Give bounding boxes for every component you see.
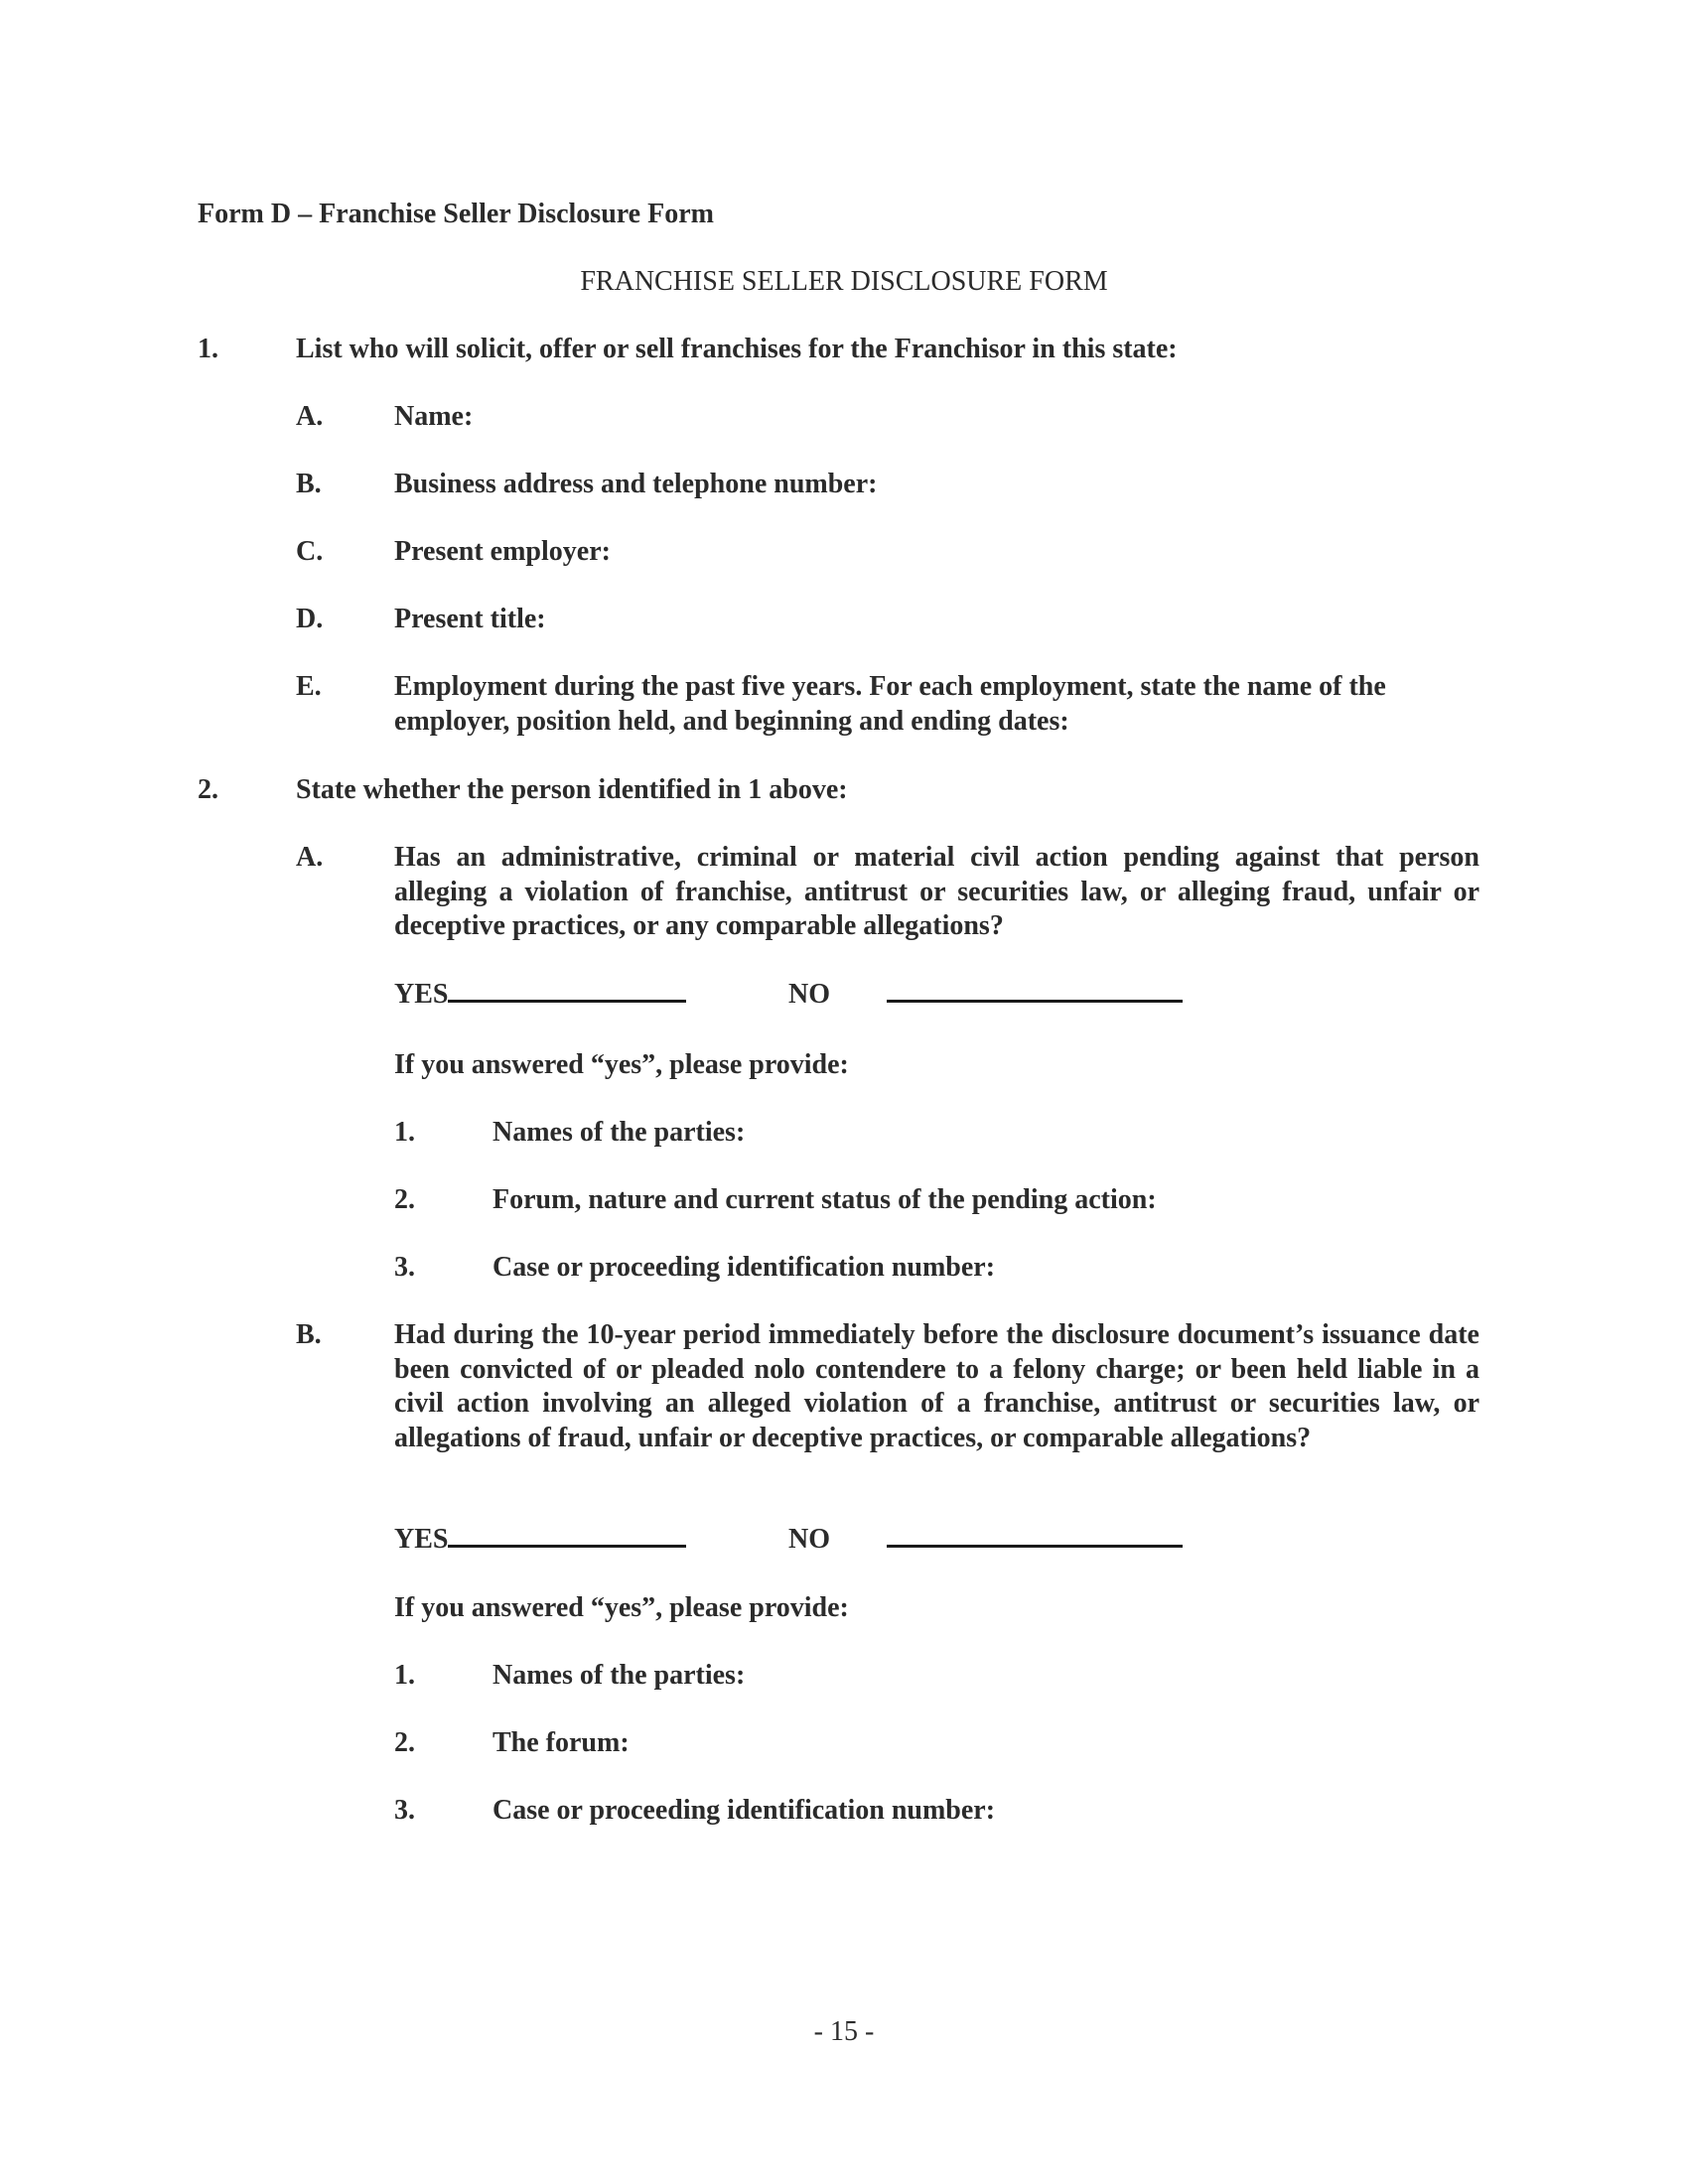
item-2b-no-label: NO xyxy=(788,1524,830,1555)
item-2b-sub1-text: Names of the parties: xyxy=(492,1660,746,1691)
item-1a-text: Name: xyxy=(394,401,474,432)
item-2a-no-blank[interactable] xyxy=(887,978,1183,1003)
item-2a-no-group xyxy=(788,978,830,1013)
page-number: - 15 - xyxy=(813,2016,875,2047)
section-1-text: List who will solicit, offer or sell franchises for the Franchisor in this state: xyxy=(296,334,1178,364)
item-2a-sub2-text: Forum, nature and current status of the pending action: xyxy=(492,1184,1157,1215)
item-2a-no-label: NO xyxy=(788,979,830,1010)
section-2-text: State whether the person identified in 1 above: xyxy=(296,774,848,805)
item-2b-sub1-number: 1. xyxy=(394,1660,415,1691)
item-2b-yes-blank[interactable] xyxy=(448,1523,686,1548)
item-2b-no-line xyxy=(887,1523,1183,1558)
item-2a-letter: A. xyxy=(296,842,324,873)
item-1e-letter: E. xyxy=(296,671,322,702)
item-2b-sub2-text: The forum: xyxy=(492,1727,630,1758)
item-1c-text: Present employer: xyxy=(394,536,611,567)
item-2a-no-line xyxy=(887,978,1183,1013)
item-1b-letter: B. xyxy=(296,469,322,499)
item-2a-sub1-number: 1. xyxy=(394,1117,415,1148)
item-2b-sub3-number: 3. xyxy=(394,1795,415,1826)
item-2a-sub1-text: Names of the parties: xyxy=(492,1117,746,1148)
item-1a-letter: A. xyxy=(296,401,324,432)
item-1d-letter: D. xyxy=(296,604,324,634)
item-2b-no-group xyxy=(788,1523,830,1558)
item-2a-sub3-number: 3. xyxy=(394,1252,415,1283)
item-2a-sub3-text: Case or proceeding identification number: xyxy=(492,1252,996,1283)
form-title: FRANCHISE SELLER DISCLOSURE FORM xyxy=(580,266,1108,297)
item-2b-letter: B. xyxy=(296,1319,322,1350)
section-2-number: 2. xyxy=(198,774,218,805)
item-1c-letter: C. xyxy=(296,536,324,567)
item-2a-text: Has an administrative, criminal or material civil action pending against that person alleging a violation of franchise, antitrust or securities law, or alleging fraud, unfair or deceptive practices, or any comparable allegations? xyxy=(394,842,1479,941)
item-2b-sub3-text: Case or proceeding identification number: xyxy=(492,1795,996,1826)
item-2a-yes-blank[interactable] xyxy=(448,978,686,1003)
item-2b-text: Had during the 10-year period immediately before the disclosure document’s issuance date been convicted of or pleaded nolo contendere to a felony charge; or been held liable in a civil action involving an alleged violation of a franchise, antitrust or securities law, or allegations of fraud, unfair or deceptive practices, or comparable allegations? xyxy=(394,1319,1479,1453)
item-2b-sub2-number: 2. xyxy=(394,1727,415,1758)
form-label: Form D – Franchise Seller Disclosure Form xyxy=(198,199,714,229)
item-2b-no-blank[interactable] xyxy=(887,1523,1183,1548)
item-2a-sub2-number: 2. xyxy=(394,1184,415,1215)
item-1e-text: Employment during the past five years. For each employment, state the name of the employer, position held, and beginning and ending dates: xyxy=(394,671,1386,737)
item-2b-yes-label: YES xyxy=(394,1524,449,1555)
item-1b-text: Business address and telephone number: xyxy=(394,469,878,499)
item-2b-yes-no-row xyxy=(394,1523,686,1558)
item-2a-yes-no-row xyxy=(394,978,686,1013)
section-1-number: 1. xyxy=(198,334,218,364)
item-2a-if-yes: If you answered “yes”, please provide: xyxy=(394,1049,849,1080)
item-2b-if-yes: If you answered “yes”, please provide: xyxy=(394,1592,849,1623)
item-2a-yes-label: YES xyxy=(394,979,449,1010)
item-1d-text: Present title: xyxy=(394,604,546,634)
